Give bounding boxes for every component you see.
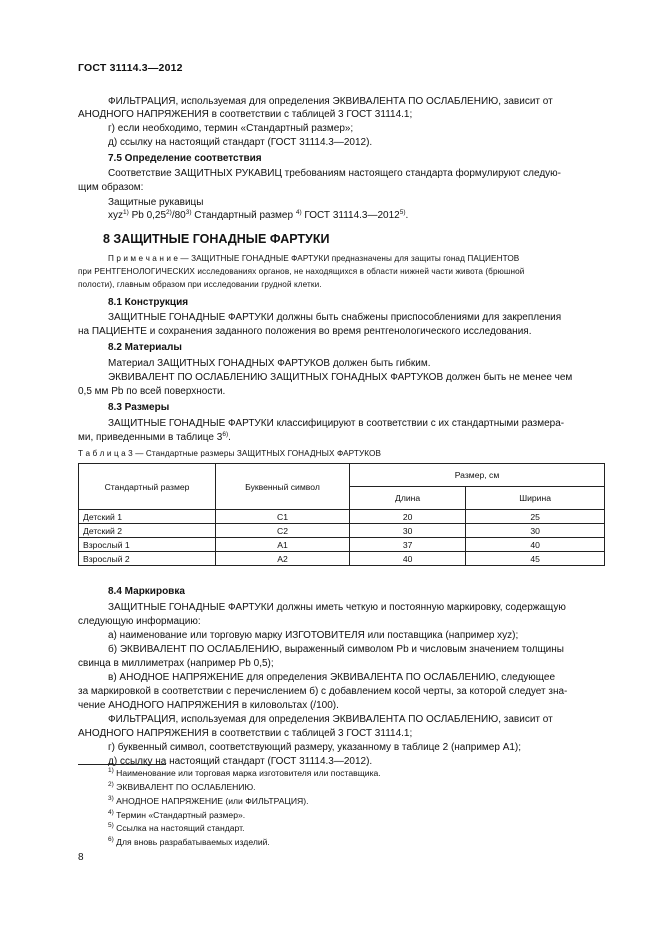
cell-length: 20 [350, 510, 466, 524]
footnote-6 [108, 836, 270, 849]
table-caption: Т а б л и ц а 3 — Стандартные размеры ЗАЩИТНЫХ ГОНАДНЫХ ФАРТУКОВ [78, 449, 382, 458]
footnote-text: Термин «Стандартный размер». [116, 810, 246, 820]
paragraph-filtration-2: ФИЛЬТРАЦИЯ, используемая для определения ЭКВИВАЛЕНТА ПО ОСЛАБЛЕНИЮ, зависит от [108, 714, 553, 725]
footnote-num: 2) [108, 781, 114, 788]
paragraph-conformity: Соответствие ЗАЩИТНЫХ РУКАВИЦ требованиям настоящего стандарта формулируют следую- [108, 168, 562, 179]
table-header-length: Длина [350, 487, 466, 510]
cell-size: Детский 2 [79, 524, 216, 538]
footnote-num: 3) [108, 795, 114, 802]
footnote-ref-1: 1) [123, 209, 129, 216]
footnote-num: 1) [108, 767, 114, 774]
table-row [79, 510, 605, 524]
formula-pb: Pb 0,25 [131, 210, 167, 221]
cell-letter: С1 [216, 510, 350, 524]
section-8-title: 8 ЗАЩИТНЫЕ ГОНАДНЫЕ ФАРТУКИ [103, 232, 330, 246]
cell-length: 30 [350, 524, 466, 538]
paragraph-filtration-2-cont: АНОДНОГО НАПРЯЖЕНИЯ в соответствии с таблицей 3 ГОСТ 31114.1; [78, 728, 413, 739]
cell-width: 25 [466, 510, 605, 524]
footnote-4 [108, 809, 245, 822]
note-line-3: полости), главным образом при исследовании грудной клетки. [78, 280, 322, 289]
footnote-ref-4: 4) [295, 209, 302, 216]
footnote-text: Наименование или торговая марка изготовителя или поставщика. [116, 768, 381, 778]
table-row [79, 524, 605, 538]
page-number: 8 [78, 852, 84, 863]
paragraph-8-3-dot: . [228, 432, 231, 443]
footnote-num: 4) [108, 809, 114, 816]
cell-size: Взрослый 1 [79, 538, 216, 552]
footnote-text: ЭКВИВАЛЕНТ ПО ОСЛАБЛЕНИЮ. [116, 782, 256, 792]
cell-width: 45 [466, 552, 605, 566]
heading-8-1: 8.1 Конструкция [108, 297, 189, 308]
list-item-b-cont: свинца в миллиметрах (например Pb 0,5); [78, 658, 274, 669]
paragraph-8-1-cont: на ПАЦИЕНТЕ и сохранения заданного положения во время рентгенологического исследования. [78, 326, 532, 337]
paragraph-8-2a: Материал ЗАЩИТНЫХ ГОНАДНЫХ ФАРТУКОВ должен быть гибким. [108, 358, 431, 369]
paragraph-8-3: ЗАЩИТНЫЕ ГОНАДНЫЕ ФАРТУКИ классифицируют в соответствии с их стандартными размера- [108, 418, 565, 429]
footnote-num: 6) [108, 836, 114, 843]
marking-formula [108, 209, 408, 223]
paragraph-8-2b: ЭКВИВАЛЕНТ ПО ОСЛАБЛЕНИЮ ЗАЩИТНЫХ ГОНАДНЫХ ФАРТУКОВ должен быть не менее чем [108, 372, 573, 383]
footnote-ref-3: 3) [185, 209, 192, 216]
list-item-v-cont-2: чение АНОДНОГО НАПРЯЖЕНИЯ в киловольтах (/100). [78, 700, 339, 711]
list-item-v-cont-1: за маркировкой в соответствии с перечислением б) с добавлением косой черты, за которой следует зна- [78, 686, 568, 697]
paragraph-8-4: ЗАЩИТНЫЕ ГОНАДНЫЕ ФАРТУКИ должны иметь четкую и постоянную маркировку, содержащую [108, 602, 566, 613]
formula-80: /80 [171, 210, 186, 221]
cell-width: 30 [466, 524, 605, 538]
paragraph-8-4-cont: следующую информацию: [78, 616, 201, 627]
heading-8-3: 8.3 Размеры [108, 402, 170, 413]
footnote-ref-2: 2) [166, 209, 172, 216]
sizes-table [78, 463, 605, 566]
cell-size: Детский 1 [79, 510, 216, 524]
list-item-g-2: г) буквенный символ, соответствующий размеру, указанному в таблице 2 (например А1); [108, 742, 522, 753]
formula-gost: ГОСТ 31114.3—2012 [304, 210, 400, 221]
footnote-5 [108, 822, 244, 835]
cell-letter: А1 [216, 538, 350, 552]
table-header-dimension: Размер, см [350, 464, 605, 487]
footnote-divider [78, 764, 166, 765]
example-label: Защитные рукавицы [108, 197, 204, 208]
footnote-text: Для вновь разрабатываемых изделий. [116, 837, 270, 847]
footnote-1 [108, 767, 381, 780]
paragraph-8-3-cont [78, 431, 231, 445]
paragraph-8-3-text: ми, приведенными в таблице 3 [78, 432, 223, 443]
footnote-text: Ссылка на настоящий стандарт. [116, 823, 245, 833]
cell-length: 37 [350, 538, 466, 552]
cell-length: 40 [350, 552, 466, 566]
list-item-b: б) ЭКВИВАЛЕНТ ПО ОСЛАБЛЕНИЮ, выраженный символом Pb и числовым значением толщины [108, 644, 564, 655]
cell-letter: С2 [216, 524, 350, 538]
cell-size: Взрослый 2 [79, 552, 216, 566]
footnote-ref-5: 5) [399, 209, 406, 216]
note-line-2: при РЕНТГЕНОЛОГИЧЕСКИХ исследованиях органов, не находящихся в области нижней части живота (брюшной [78, 267, 525, 276]
formula-dot: . [405, 210, 409, 221]
footnote-num: 5) [108, 822, 114, 829]
list-item-d-2: д) ссылку на настоящий стандарт (ГОСТ 31114.3—2012). [108, 756, 373, 767]
footnote-text: АНОДНОЕ НАПРЯЖЕНИЕ (или ФИЛЬТРАЦИЯ). [116, 796, 309, 806]
footnote-3 [108, 795, 309, 808]
formula-std: Стандартный размер [194, 210, 294, 221]
table-row [79, 552, 605, 566]
page-header: ГОСТ 31114.3—2012 [78, 62, 183, 74]
heading-8-2: 8.2 Материалы [108, 342, 182, 353]
table-row [79, 538, 605, 552]
footnote-ref-6: 6) [222, 431, 229, 438]
table-header-size: Стандартный размер [79, 464, 216, 510]
paragraph-filtration: ФИЛЬТРАЦИЯ, используемая для определения ЭКВИВАЛЕНТА ПО ОСЛАБЛЕНИЮ, зависит от [108, 96, 553, 107]
list-item-g: г) если необходимо, термин «Стандартный размер»; [108, 123, 354, 134]
list-item-a: а) наименование или торговую марку ИЗГОТОВИТЕЛЯ или поставщика (например xyz); [108, 630, 519, 641]
paragraph-conformity-cont: щим образом: [78, 182, 144, 193]
cell-letter: А2 [216, 552, 350, 566]
heading-8-4: 8.4 Маркировка [108, 586, 185, 597]
heading-7-5: 7.5 Определение соответствия [108, 153, 262, 164]
list-item-v: в) АНОДНОЕ НАПРЯЖЕНИЕ для определения ЭКВИВАЛЕНТА ПО ОСЛАБЛЕНИЮ, следующее [108, 672, 556, 683]
paragraph-8-1: ЗАЩИТНЫЕ ГОНАДНЫЕ ФАРТУКИ должны быть снабжены приспособлениями для закрепления [108, 312, 562, 323]
table-header-letter: Буквенный символ [216, 464, 350, 510]
table-header-width: Ширина [466, 487, 605, 510]
cell-width: 40 [466, 538, 605, 552]
list-item-d: д) ссылку на настоящий стандарт (ГОСТ 31114.3—2012). [108, 137, 373, 148]
footnote-2 [108, 781, 256, 794]
note-line-1: П р и м е ч а н и е — ЗАЩИТНЫЕ ГОНАДНЫЕ ФАРТУКИ предназначены для защиты гонад ПАЦИЕНТОВ [108, 254, 520, 263]
formula-xyz: xyz [108, 210, 123, 221]
paragraph-8-2c: 0,5 мм Pb по всей поверхности. [78, 386, 226, 397]
paragraph-filtration-cont: АНОДНОГО НАПРЯЖЕНИЯ в соответствии с таблицей 3 ГОСТ 31114.1; [78, 109, 413, 120]
